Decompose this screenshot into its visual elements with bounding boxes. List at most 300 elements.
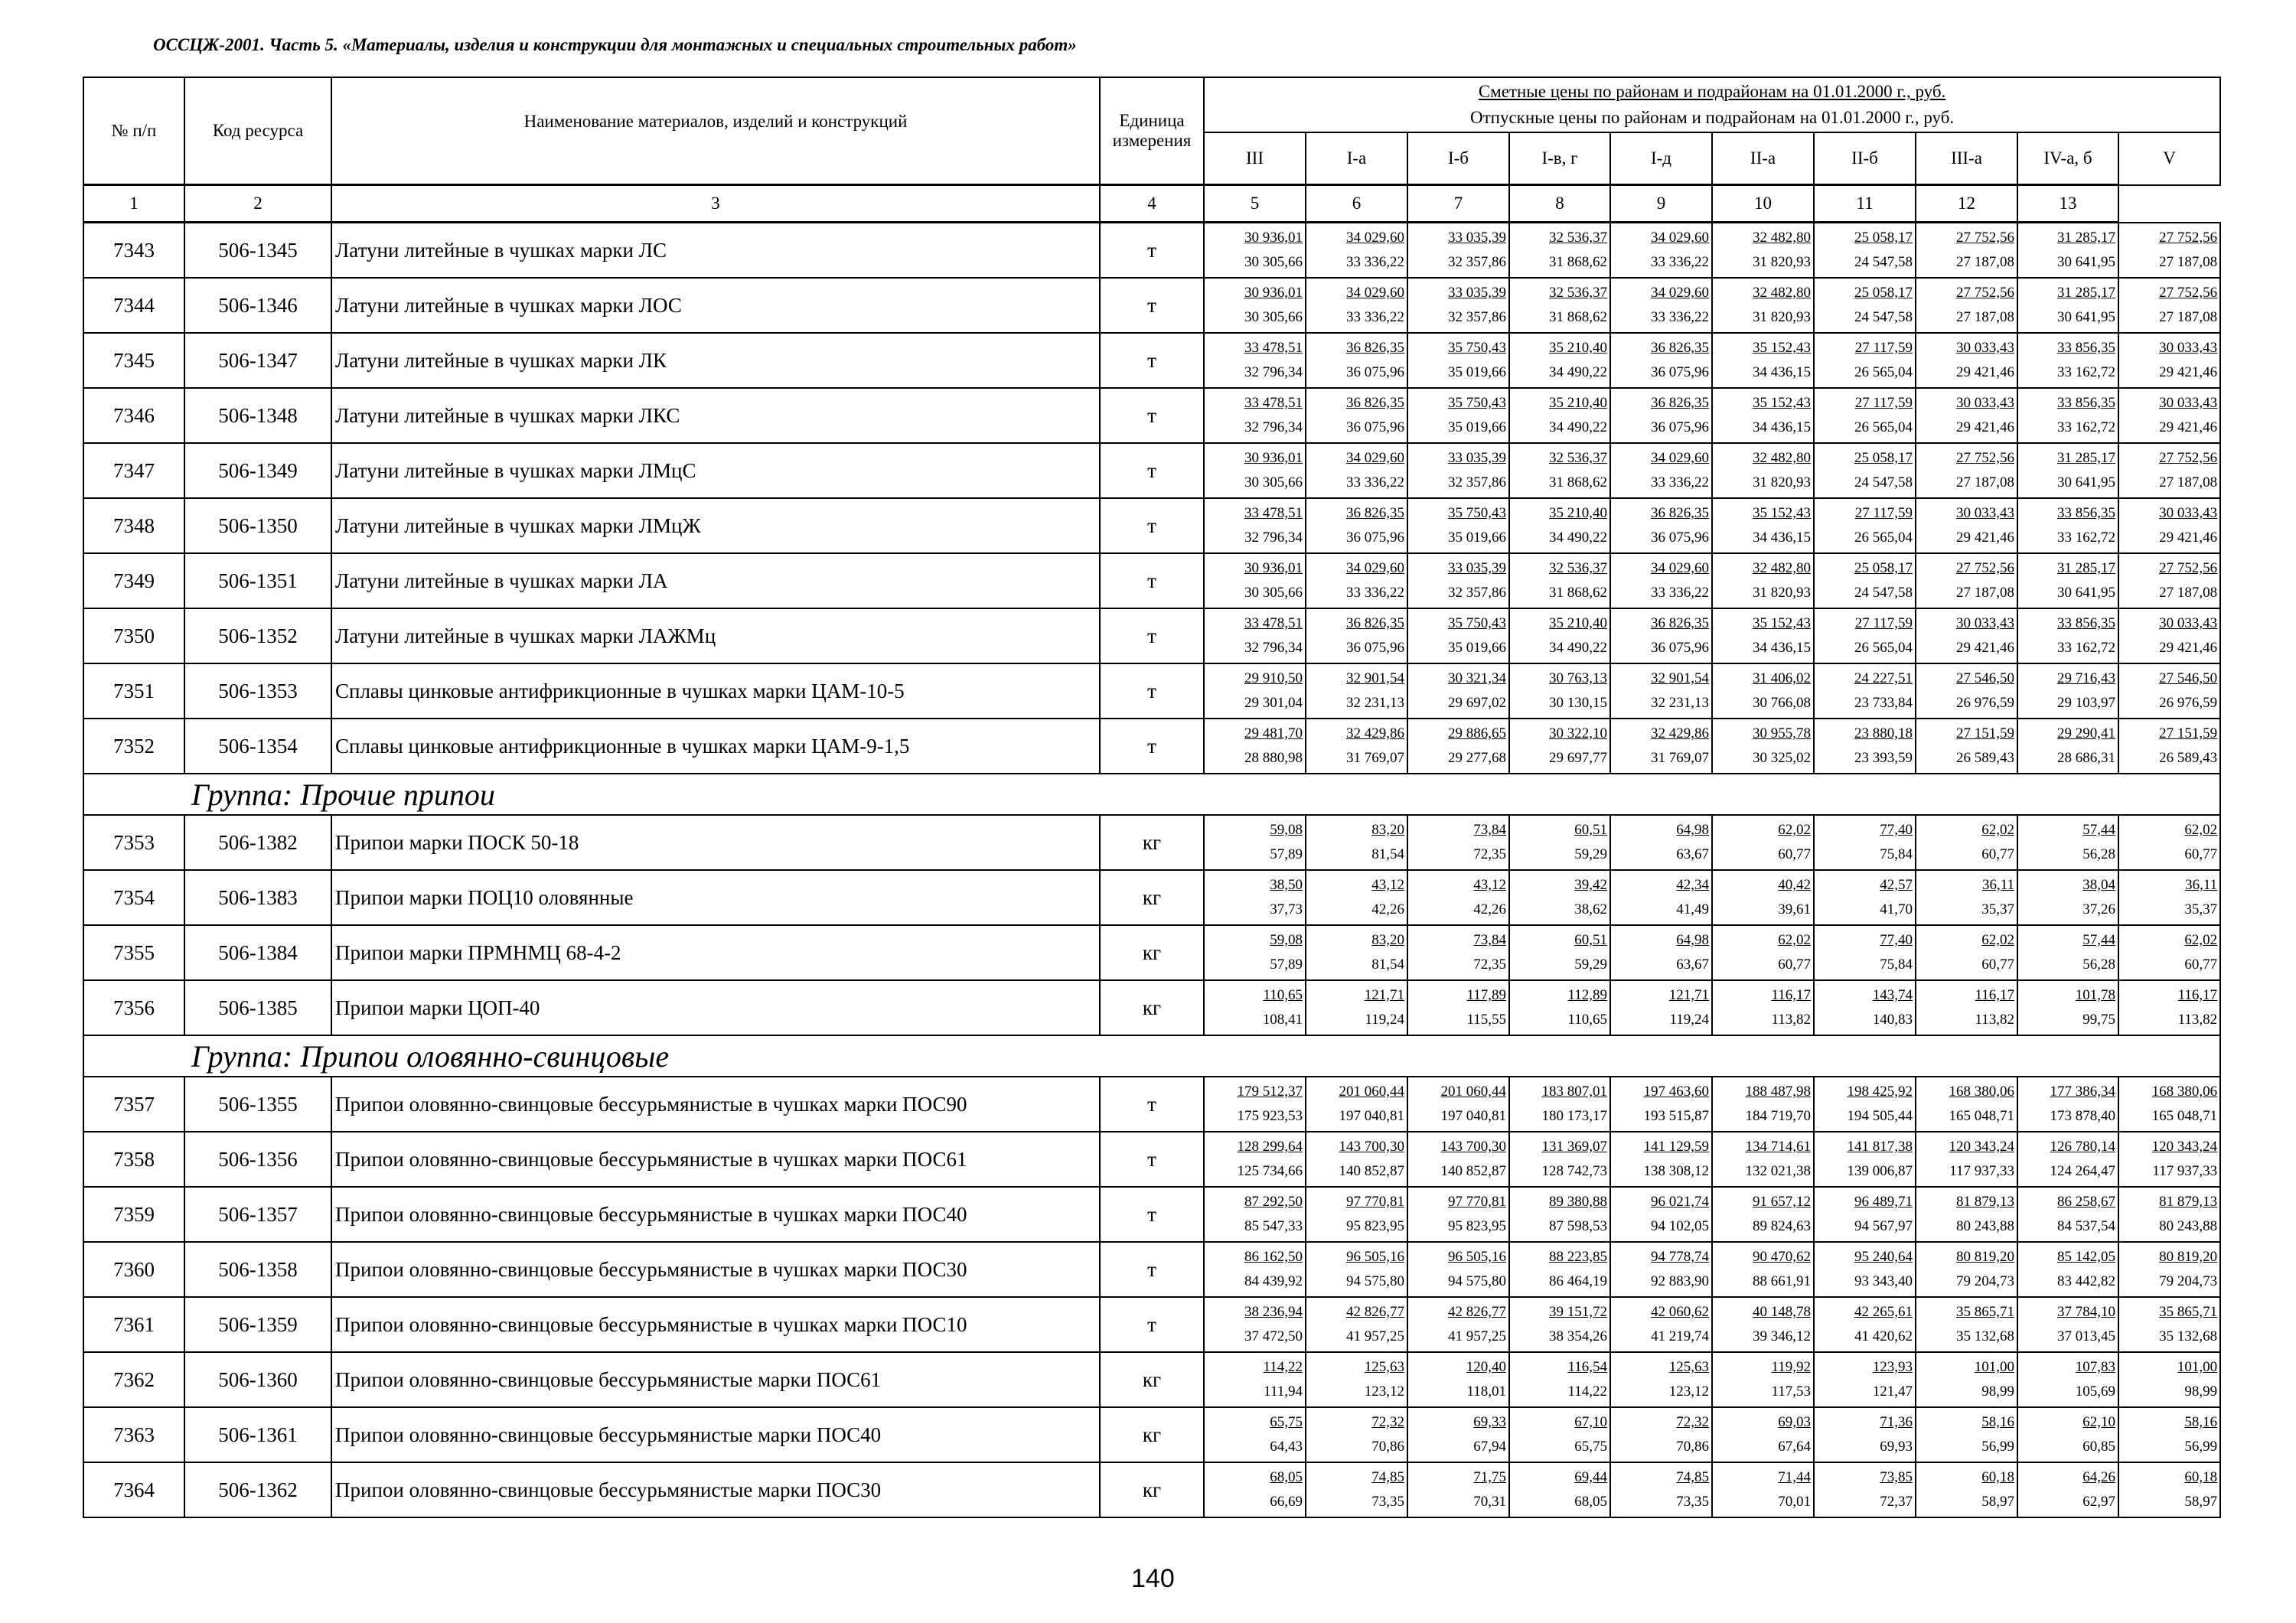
resource-code: 506-1384 [184,925,331,980]
release-price: 32 796,34 [1244,419,1303,435]
release-price: 39,61 [1778,901,1811,917]
price-cell [1509,815,1610,870]
table-row [83,1132,2220,1187]
price-cell [1306,663,1407,719]
estimate-price: 33 035,39 [1448,450,1506,466]
price-cell [1610,1187,1712,1242]
column-number: 1 [83,185,184,223]
resource-code: 506-1356 [184,1132,331,1187]
estimate-price: 57,44 [2082,932,2115,948]
price-cell [1204,719,1306,774]
price-cell [2118,388,2220,443]
group-title: Группа: Прочие припои [83,774,2220,815]
material-name: Припои оловянно-свинцовые бессурьмянистые в чушках марки ПОС61 [331,1132,1100,1187]
price-cell [1306,815,1407,870]
price-cell [1509,443,1610,498]
price-cell [1509,333,1610,388]
release-price: 70,86 [1676,1439,1709,1455]
price-cell [1610,1407,1712,1462]
estimate-price: 32 482,80 [1753,560,1811,576]
release-price: 34 436,15 [1753,419,1811,435]
material-name: Латуни литейные в чушках марки ЛАЖМц [331,608,1100,663]
resource-code: 506-1347 [184,333,331,388]
estimate-price: 27 117,59 [1854,615,1913,631]
release-price: 35 132,68 [2159,1328,2218,1344]
price-cell [1407,925,1509,980]
price-cell [1204,870,1306,925]
estimate-price: 36,11 [2185,877,2218,893]
release-price: 81,54 [1371,957,1404,973]
release-price: 24 547,58 [1854,585,1913,601]
estimate-price: 71,44 [1778,1469,1811,1485]
release-price: 98,99 [2184,1383,2218,1400]
estimate-price: 198 425,92 [1847,1084,1913,1100]
price-cell [2118,980,2220,1035]
row-number: 7350 [83,608,184,663]
release-price: 113,82 [1975,1012,2014,1028]
price-cell [1407,980,1509,1035]
release-price: 37,26 [2082,901,2115,917]
release-price: 36 075,96 [1651,419,1709,435]
release-price: 80 243,88 [1956,1218,2014,1234]
estimate-price: 33 856,35 [2057,505,2115,521]
material-name: Припои марки ЦОП-40 [331,980,1100,1035]
release-price: 57,89 [1270,846,1303,862]
price-cell [1509,1242,1610,1297]
estimate-price: 30 322,10 [1549,725,1607,741]
estimate-price: 30 033,43 [1956,395,2014,411]
release-price: 26 976,59 [1956,695,2014,711]
release-price: 30 305,66 [1244,254,1303,270]
price-cell [2017,980,2118,1035]
price-cell [1916,980,2017,1035]
price-cell [1509,1077,1610,1132]
price-cell [1407,1462,1509,1517]
estimate-price: 101,00 [1974,1359,2014,1375]
release-price: 124 264,47 [2050,1163,2115,1179]
release-price: 99,75 [2082,1012,2115,1028]
release-price: 34 490,22 [1549,364,1607,380]
release-price: 173 878,40 [2050,1108,2115,1124]
release-price: 60,77 [1981,957,2014,973]
price-cell [1916,1077,2017,1132]
release-price: 60,85 [2082,1439,2115,1455]
estimate-price: 33 035,39 [1448,285,1506,301]
price-cell [2118,553,2220,608]
release-price: 57,89 [1270,957,1303,973]
estimate-price: 35 750,43 [1448,395,1506,411]
price-cell [1509,870,1610,925]
release-price: 94 575,80 [1346,1273,1404,1289]
price-cell [1916,443,2017,498]
row-number: 7344 [83,278,184,333]
estimate-price: 72,32 [1371,1414,1404,1430]
release-price: 58,97 [2184,1494,2218,1510]
table-row [83,1407,2220,1462]
release-price: 108,41 [1262,1012,1303,1028]
estimate-price: 39 151,72 [1549,1304,1607,1320]
release-price: 73,35 [1676,1494,1709,1510]
release-price: 31 769,07 [1651,750,1709,766]
estimate-price: 117,89 [1466,987,1506,1003]
price-cell [1814,223,1916,279]
estimate-price: 143,74 [1872,987,1913,1003]
table-row [83,333,2220,388]
unit-of-measure: т [1100,333,1204,388]
price-cell [2017,1462,2118,1517]
estimate-price: 35 210,40 [1549,505,1607,521]
release-price: 34 490,22 [1549,530,1607,546]
release-price: 35 019,66 [1448,364,1506,380]
price-cell [1712,223,1814,279]
price-cell [1712,1077,1814,1132]
price-cell [1204,1297,1306,1352]
price-cell [2017,1352,2118,1407]
price-cell [2017,1077,2118,1132]
release-price: 138 308,12 [1643,1163,1709,1179]
price-cell [1610,608,1712,663]
release-price: 63,67 [1676,957,1709,973]
unit-of-measure: т [1100,1187,1204,1242]
estimate-price: 31 285,17 [2057,285,2115,301]
release-price: 24 547,58 [1854,309,1913,325]
estimate-price: 42 265,61 [1854,1304,1913,1320]
price-cell [1306,719,1407,774]
price-cell [1610,1352,1712,1407]
estimate-price: 39,42 [1574,877,1607,893]
release-price: 194 505,44 [1847,1108,1913,1124]
price-cell [1610,498,1712,553]
price-cell [1306,870,1407,925]
release-price: 36 075,96 [1346,530,1404,546]
estimate-price: 81 879,13 [1956,1194,2014,1210]
release-price: 70,31 [1473,1494,1506,1510]
material-name: Сплавы цинковые антифрикционные в чушках марки ЦАМ-9-1,5 [331,719,1100,774]
estimate-price: 60,51 [1574,932,1607,948]
release-price: 70,86 [1371,1439,1404,1455]
unit-of-measure: кг [1100,925,1204,980]
estimate-price: 34 029,60 [1651,230,1709,246]
release-price: 65,75 [1574,1439,1607,1455]
material-name: Припои оловянно-свинцовые бессурьмянистые марки ПОС30 [331,1462,1100,1517]
release-price: 29 421,46 [2159,640,2218,656]
estimate-price: 58,16 [1981,1414,2014,1430]
price-cell [2118,1132,2220,1187]
price-cell [1814,815,1916,870]
material-name: Латуни литейные в чушках марки ЛМцЖ [331,498,1100,553]
table-row [83,278,2220,333]
price-cell [1306,925,1407,980]
resource-code: 506-1352 [184,608,331,663]
price-cell [1814,1077,1916,1132]
table-row [83,663,2220,719]
unit-of-measure: т [1100,1242,1204,1297]
material-name: Латуни литейные в чушках марки ЛС [331,223,1100,279]
column-number: 4 [1100,185,1204,223]
row-number: 7352 [83,719,184,774]
page-number: 140 [1131,1564,1175,1593]
region-header: V [2118,132,2220,185]
release-price: 31 868,62 [1549,474,1607,490]
release-price: 139 006,87 [1847,1163,1913,1179]
price-cell [1814,1462,1916,1517]
price-cell [1916,1242,2017,1297]
estimate-price: 59,08 [1270,932,1303,948]
estimate-price: 35 152,43 [1753,395,1811,411]
release-price: 33 336,22 [1346,585,1404,601]
price-cell [1407,719,1509,774]
estimate-price: 32 536,37 [1549,230,1607,246]
price-cell [1712,608,1814,663]
price-cell [1610,980,1712,1035]
release-price: 197 040,81 [1339,1108,1404,1124]
estimate-price: 34 029,60 [1346,285,1404,301]
price-cell [1610,870,1712,925]
release-price: 42,26 [1473,901,1506,917]
release-price: 30 641,95 [2057,309,2115,325]
unit-of-measure: кг [1100,870,1204,925]
unit-of-measure: т [1100,443,1204,498]
price-cell [1916,719,2017,774]
price-cell [1712,870,1814,925]
release-price: 32 357,86 [1448,254,1506,270]
estimate-price: 112,89 [1567,987,1607,1003]
estimate-price: 30 936,01 [1244,230,1303,246]
price-cell [1306,498,1407,553]
release-price: 94 575,80 [1448,1273,1506,1289]
estimate-price: 40 148,78 [1753,1304,1811,1320]
estimate-price: 168 380,06 [1949,1084,2014,1100]
price-cell [1916,608,2017,663]
unit-of-measure: кг [1100,815,1204,870]
release-price: 56,28 [2082,846,2115,862]
price-cell [1204,1407,1306,1462]
price-cell [1610,443,1712,498]
release-price: 84 439,92 [1244,1273,1303,1289]
release-price: 117 937,33 [1949,1163,2014,1179]
estimate-price: 77,40 [1880,822,1913,838]
release-price: 35 132,68 [1956,1328,2014,1344]
estimate-price: 30 936,01 [1244,285,1303,301]
unit-of-measure: т [1100,223,1204,279]
estimate-price: 42,57 [1880,877,1913,893]
price-cell [1916,663,2017,719]
release-price: 42,26 [1371,901,1404,917]
release-price: 87 598,53 [1549,1218,1607,1234]
price-cell [2017,443,2118,498]
estimate-price: 33 478,51 [1244,395,1303,411]
estimate-price: 97 770,81 [1448,1194,1506,1210]
column-number: 2 [184,185,331,223]
estimate-price: 62,02 [1778,822,1811,838]
price-cell [1610,1077,1712,1132]
release-price: 165 048,71 [1949,1108,2014,1124]
release-price: 60,77 [2184,846,2218,862]
estimate-price: 97 770,81 [1346,1194,1404,1210]
release-price: 33 336,22 [1651,309,1709,325]
estimate-price: 128 299,64 [1237,1139,1303,1155]
estimate-price: 30 955,78 [1753,725,1811,741]
estimate-price: 116,54 [1567,1359,1607,1375]
estimate-price: 121,71 [1668,987,1709,1003]
estimate-price: 101,00 [2177,1359,2218,1375]
estimate-price: 33 478,51 [1244,615,1303,631]
estimate-price: 141 129,59 [1643,1139,1709,1155]
estimate-price: 96 021,74 [1651,1194,1709,1210]
price-cell [1204,1187,1306,1242]
release-price: 39 346,12 [1753,1328,1811,1344]
material-name: Латуни литейные в чушках марки ЛОС [331,278,1100,333]
release-price: 117,53 [1771,1383,1811,1400]
region-header: III [1204,132,1306,185]
estimate-price: 29 716,43 [2057,670,2115,686]
price-cell [2017,1132,2118,1187]
column-number: 9 [1610,185,1712,223]
estimate-price: 27 752,56 [1956,230,2014,246]
price-cell [2118,443,2220,498]
price-cell [1509,925,1610,980]
table-row [83,498,2220,553]
column-number: 5 [1204,185,1306,223]
estimate-price: 36 826,35 [1651,615,1709,631]
release-price: 165 048,71 [2151,1108,2218,1124]
estimate-price: 83,20 [1371,822,1404,838]
column-number: 13 [2017,185,2118,223]
price-cell [2017,1297,2118,1352]
resource-code: 506-1350 [184,498,331,553]
estimate-price: 74,85 [1676,1469,1709,1485]
price-cell [2118,925,2220,980]
release-price: 36 075,96 [1651,364,1709,380]
estimate-price: 34 029,60 [1651,560,1709,576]
release-price: 56,28 [2082,957,2115,973]
estimate-price: 62,02 [1778,932,1811,948]
price-cell [2017,498,2118,553]
header-name: Наименование материалов, изделий и конструкций [331,77,1100,185]
release-price: 24 547,58 [1854,474,1913,490]
release-price: 30 641,95 [2057,585,2115,601]
price-cell [2118,1242,2220,1297]
price-cell [1509,388,1610,443]
estimate-price: 25 058,17 [1854,450,1913,466]
release-price: 33 336,22 [1651,474,1709,490]
release-price: 79 204,73 [1956,1273,2014,1289]
estimate-price: 30 033,43 [2159,505,2218,521]
unit-of-measure: кг [1100,1462,1204,1517]
estimate-price: 125,63 [1364,1359,1404,1375]
price-cell [1814,925,1916,980]
price-cell [1610,719,1712,774]
price-cell [1306,608,1407,663]
release-price: 84 537,54 [2057,1218,2115,1234]
estimate-price: 35 750,43 [1448,615,1506,631]
release-price: 59,29 [1574,846,1607,862]
column-number: 3 [331,185,1100,223]
row-number: 7343 [83,223,184,279]
row-number: 7356 [83,980,184,1035]
price-cell [2118,663,2220,719]
price-cell [1712,498,1814,553]
price-cell [2017,553,2118,608]
material-name: Припои оловянно-свинцовые бессурьмянистые в чушках марки ПОС30 [331,1242,1100,1297]
estimate-price: 88 223,85 [1549,1249,1607,1265]
estimate-price: 107,83 [2075,1359,2115,1375]
region-header: II-а [1712,132,1814,185]
price-cell [1306,443,1407,498]
estimate-price: 29 886,65 [1448,725,1506,741]
estimate-price: 71,36 [1880,1414,1913,1430]
price-cell [1916,1407,2017,1462]
table-row [83,1077,2220,1132]
release-price: 27 187,08 [1956,474,2014,490]
group-row [83,1035,2220,1077]
price-cell [2118,870,2220,925]
price-cell [1407,388,1509,443]
release-price: 72,37 [1880,1494,1913,1510]
release-price: 36 075,96 [1651,530,1709,546]
price-cell [1712,1462,1814,1517]
price-cell [1306,1187,1407,1242]
resource-code: 506-1357 [184,1187,331,1242]
row-number: 7364 [83,1462,184,1517]
release-price: 34 490,22 [1549,640,1607,656]
estimate-price: 69,44 [1574,1469,1607,1485]
price-cell [1712,333,1814,388]
price-cell [1610,925,1712,980]
price-cell [1407,333,1509,388]
estimate-price: 143 700,30 [1440,1139,1506,1155]
region-header: II-б [1814,132,1916,185]
release-price: 29 697,02 [1448,695,1506,711]
price-cell [1407,1297,1509,1352]
table-row [83,1187,2220,1242]
price-cell [2118,608,2220,663]
estimate-price: 32 536,37 [1549,450,1607,466]
release-price: 132 021,38 [1745,1163,1811,1179]
release-price: 92 883,90 [1651,1273,1709,1289]
price-cell [1610,388,1712,443]
estimate-price: 96 489,71 [1854,1194,1913,1210]
estimate-price: 36 826,35 [1346,505,1404,521]
price-cell [1712,1187,1814,1242]
estimate-price: 38,50 [1270,877,1303,893]
price-cell [1306,1462,1407,1517]
estimate-price: 80 819,20 [1956,1249,2014,1265]
row-number: 7361 [83,1297,184,1352]
estimate-price: 32 536,37 [1549,560,1607,576]
material-name: Припои марки ПРМНМЦ 68-4-2 [331,925,1100,980]
price-cell [1509,719,1610,774]
price-cell [2118,719,2220,774]
running-header: ОССЦЖ-2001. Часть 5. «Материалы, изделия и конструкции для монтажных и специальных строительных работ» [153,35,1077,54]
row-number: 7359 [83,1187,184,1242]
estimate-price: 60,18 [2184,1469,2218,1485]
price-cell [1204,278,1306,333]
price-cell [1610,815,1712,870]
release-price: 140 852,87 [1339,1163,1404,1179]
release-price: 75,84 [1880,957,1913,973]
table-row [83,388,2220,443]
estimate-price: 126 780,14 [2050,1139,2115,1155]
estimate-price: 168 380,06 [2151,1084,2218,1100]
estimate-price: 30 033,43 [2159,615,2218,631]
unit-of-measure: т [1100,663,1204,719]
release-price: 26 589,43 [2159,750,2218,766]
estimate-price: 59,08 [1270,822,1303,838]
price-cell [1509,608,1610,663]
resource-code: 506-1353 [184,663,331,719]
release-price: 180 173,17 [1541,1108,1607,1124]
